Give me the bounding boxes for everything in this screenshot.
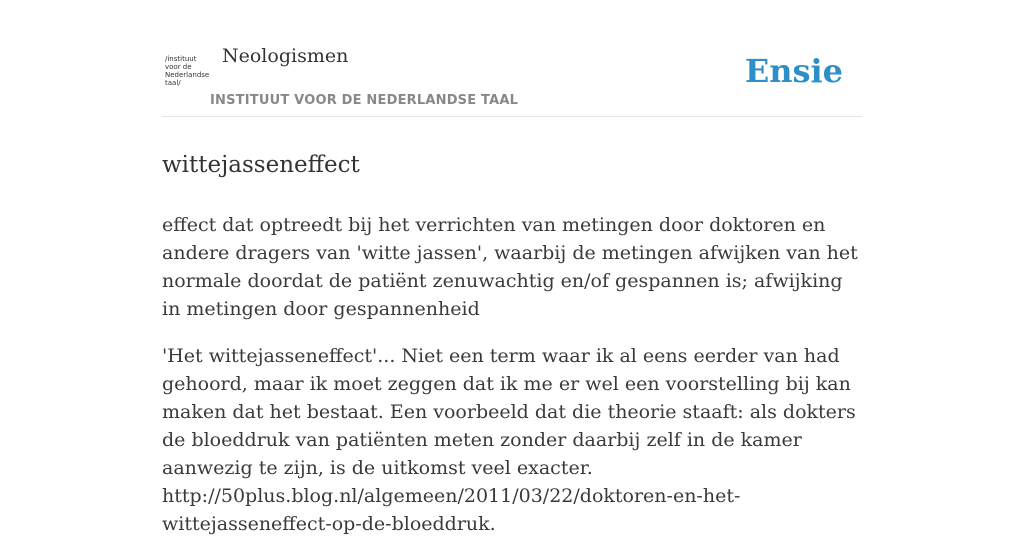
page	[162, 0, 862, 535]
site-name[interactable]: Neologismen	[222, 45, 349, 67]
organization-name[interactable]: INSTITUUT VOOR DE NEDERLANDSE TAAL	[210, 93, 519, 108]
institute-logo[interactable]: /instituut voor de Nederlandse taal/	[165, 55, 210, 87]
site-header	[162, 0, 862, 117]
entry-definition: effect dat optreedt bij het verrichten van metingen door doktoren en andere dragers van 'witte jassen', waarbij de metingen afwijken van het normale doordat de patiënt zenuwachtig en/of gespannen is; afwijking in metingen door gespannenheid	[162, 214, 858, 320]
entry-example: 'Het wittejasseneffect'... Niet een term waar ik al eens eerder van had gehoord, maar ik moet zeggen dat ik me er wel een voorstelling bij kan maken dat het bestaat. Een voorbeeld dat die theorie staaft: als dokters de bloeddruk van patiënten meten zonder daarbij zelf in de kamer aanwezig te zijn, is de uitkomst veel exacter. http://50plus.blog.nl/algemeen/2011/03/22/doktoren-en-het-wittejasseneffect-op-de-bloeddruk.	[162, 345, 856, 535]
entry-title: wittejasseneffect	[162, 152, 360, 179]
brand-logo[interactable]: Ensie	[744, 52, 843, 90]
